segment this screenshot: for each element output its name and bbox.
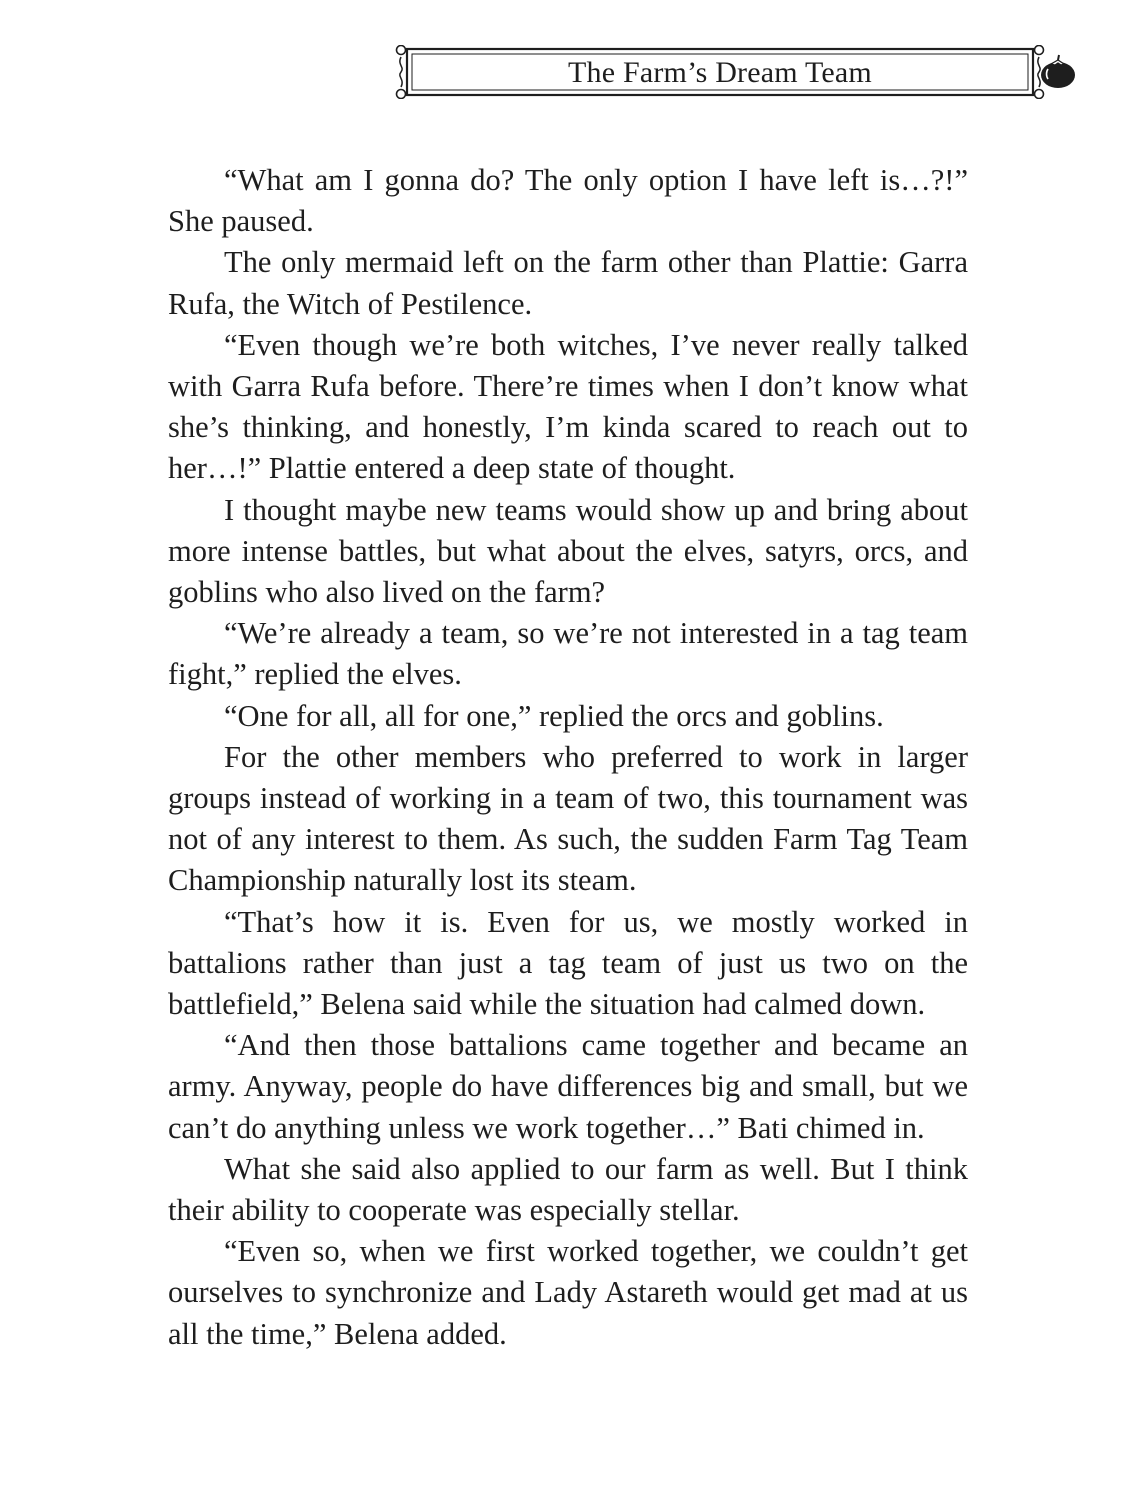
- chapter-title: The Farm’s Dream Team: [568, 56, 872, 89]
- paragraph: “We’re already a team, so we’re not interested in a tag team fight,” replied the elves.: [168, 616, 968, 692]
- paragraph: “And then those battalions came together and became an army. Anyway, people do have differences big and small, but we can’t do anything unless we work together…” Bati chimed in.: [168, 1028, 968, 1145]
- page-body: [168, 160, 968, 1355]
- paragraph: “That’s how it is. Even for us, we mostly worked in battalions rather than just a tag team of just us two on the battlefield,” Belena said while the situation had calmed down.: [168, 904, 968, 1022]
- paragraph: What she said also applied to our farm as well. But I think their ability to cooperate was especially stellar.: [168, 1151, 968, 1228]
- paragraph: For the other members who preferred to work in larger groups instead of working in a team of two, this tournament was not of any interest to them. As such, the sudden Farm Tag Team Championship naturally lost its steam.: [168, 739, 968, 898]
- paragraph: The only mermaid left on the farm other than Plattie: Garra Rufa, the Witch of Pestilence.: [168, 245, 968, 321]
- paragraph: I thought maybe new teams would show up and bring about more intense battles, but what about the elves, satyrs, orcs, and goblins who also lived on the farm?: [168, 492, 968, 610]
- paragraph: “Even so, when we first worked together, we couldn’t get ourselves to synchronize and Lady Astareth would get mad at us all the time,” Belena added.: [168, 1234, 968, 1351]
- paragraph: “What am I gonna do? The only option I have left is…?!” She paused.: [168, 163, 968, 239]
- paragraph: “One for all, all for one,” replied the orcs and goblins.: [224, 698, 884, 733]
- running-header: [395, 45, 1045, 99]
- tomato-icon: [1037, 54, 1077, 90]
- paragraph: “Even though we’re both witches, I’ve never really talked with Garra Rufa before. There’re times when I don’t know what she’s thinking, and honestly, I’m kinda scared to reach out to her…!” Plattie entered a deep state of thought.: [168, 327, 968, 486]
